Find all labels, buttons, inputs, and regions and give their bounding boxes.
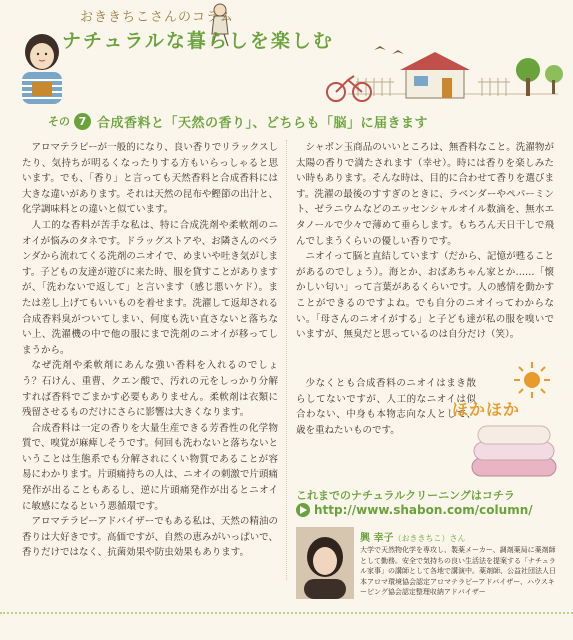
article-paragraph: アロマテラピーアドバイザーでもある私は、天然の精油の香りは大好きです。高価ですが、自然の恵みがいっぱいで、香りだけではなく、抗菌効果や防虫効果もあります。 xyxy=(22,516,278,559)
folded-towels-illustration xyxy=(466,418,562,480)
column-archive-url[interactable]: http://www.shabon.com/column/ xyxy=(314,503,533,517)
issue-number-badge: 7 xyxy=(74,113,91,130)
article-paragraph: 人工的な香料が苦手な私は、特に合成洗剤や柔軟剤のニオイが悩みのタネです。ドラッグストアや、お隣さんのベランダから流れてくる洗剤のニオイで、めまいや吐き気がします。子どもの友達が遊びに来た時、服を貸すことがありますが、「洗わないで返して」と言います（感じ悪いケド）。または差し上げてもいいものを着せます。洗濯して返却される合成香料臭がついてしまい、何度も洗い直さないと落ちない上、洗濯機の中で他の服にまで洗剤のニオイが移ってしまうから。 xyxy=(22,219,278,356)
author-reading: （おききちこ）さん xyxy=(393,534,466,543)
article-left-column xyxy=(22,140,278,561)
author-bio: 大学で天然物化学を専攻し、製薬メーカー、調剤薬局に薬剤師として勤務。安全で気持ちの良い生活法を提案する「ナチュラル家事」の講師として各地で講演中。薬剤師、公益社団法人日本アロマ環境協会認定アロマテラピーアドバイザー、ハウスキーピング協会認定整理収納アドバイザー xyxy=(360,546,556,596)
column-archive-link[interactable] xyxy=(296,503,533,517)
article-paragraph: なぜ洗剤や柔軟剤にあんな強い香料を入れるのでしょう？石けん、重曹、クエン酸で、汚れの元をしっかり分解すれば香料でごまかす必要もありません。柔軟剤は衣類に残留させるものだけにさらに影響は大きくなります。 xyxy=(22,360,278,419)
article-paragraph: ニオイって脳と直結しています（だから、記憶が甦ることがあるのでしょう）。海とか、おばあちゃん家とか……「懐かしい匂い」って言葉があるくらいです。人の感情を動かすことができるのですよね。でも自分のニオイってわからない。「母さんのニオイがする」と子ども達が私の服を嗅いでいますが、無臭だと思っているのは自分だけ（笑）。 xyxy=(296,251,554,341)
house-scene-illustration xyxy=(318,50,568,106)
author-name-row xyxy=(360,529,465,544)
article-closing-paragraph xyxy=(296,376,476,438)
article-paragraph: 少なくとも合成香料のニオイはまき散らしてないですが、人工的なニオイは似合わない、中身も本物志向な人として、歳を重ねたいものです。 xyxy=(296,378,476,436)
sun-icon xyxy=(512,360,552,400)
article-paragraph: アロマテラピーが一般的になり、良い香りでリラックスしたり、気持ちが明るくなったりする方もいらっしゃると思います。でも、「香り」と言っても天然香料と合成香料には大きな違いがあります。それは天然の昆布や鰹節の出汁と、化学調味料との違いと似ています。 xyxy=(22,142,278,216)
hokahoka-label: ほかほか xyxy=(452,400,521,419)
play-arrow-icon xyxy=(296,503,310,517)
article-heading-row xyxy=(48,111,428,131)
bottom-divider xyxy=(0,612,573,614)
column-divider xyxy=(286,140,287,580)
column-title: ナチュラルな暮らしを楽しむ xyxy=(62,30,334,52)
column-archive-label: これまでのナチュラルクリーニングはコチラ xyxy=(296,489,515,502)
column-series-title: おききちこさんのコラム xyxy=(80,10,234,25)
article-heading: 合成香料と「天然の香り」、どちらも「脳」に届きます xyxy=(97,115,429,131)
article-paragraph: シャボン玉商品のいいところは、無香料なこと。洗濯物が太陽の香りで満たされます（幸せ）。時には香りを楽しみたい時もあります。そんな時は、目的に合わせて香りを選びます。洗濯の最後のすすぎのときに、ラベンダーやペパーミント、ゼラニウムなどのエッセンシャルオイル数滴を、無水エタノールで少々で薄めて垂らします。もちろん天日干しで飛んでしまうくらいの優しい香りです。 xyxy=(296,142,554,247)
author-photo xyxy=(296,527,354,599)
article-paragraph: 合成香料は一定の香りを大量生産できる芳香性の化学物質で、嗅覚が麻痺しそうです。何回も洗わないと落ちないということは生態系でも分解されにくい物質であることが容易にわかります。片頭痛持ちの人は、ニオイの刺激で片頭痛発作が出ることもあるし、逆に片頭痛発作が出るとニオイに敏感になるという悪循環です。 xyxy=(22,422,278,512)
article-right-column xyxy=(296,140,554,343)
issue-prefix: その xyxy=(48,115,70,128)
author-name: 興 幸子 xyxy=(360,533,394,544)
